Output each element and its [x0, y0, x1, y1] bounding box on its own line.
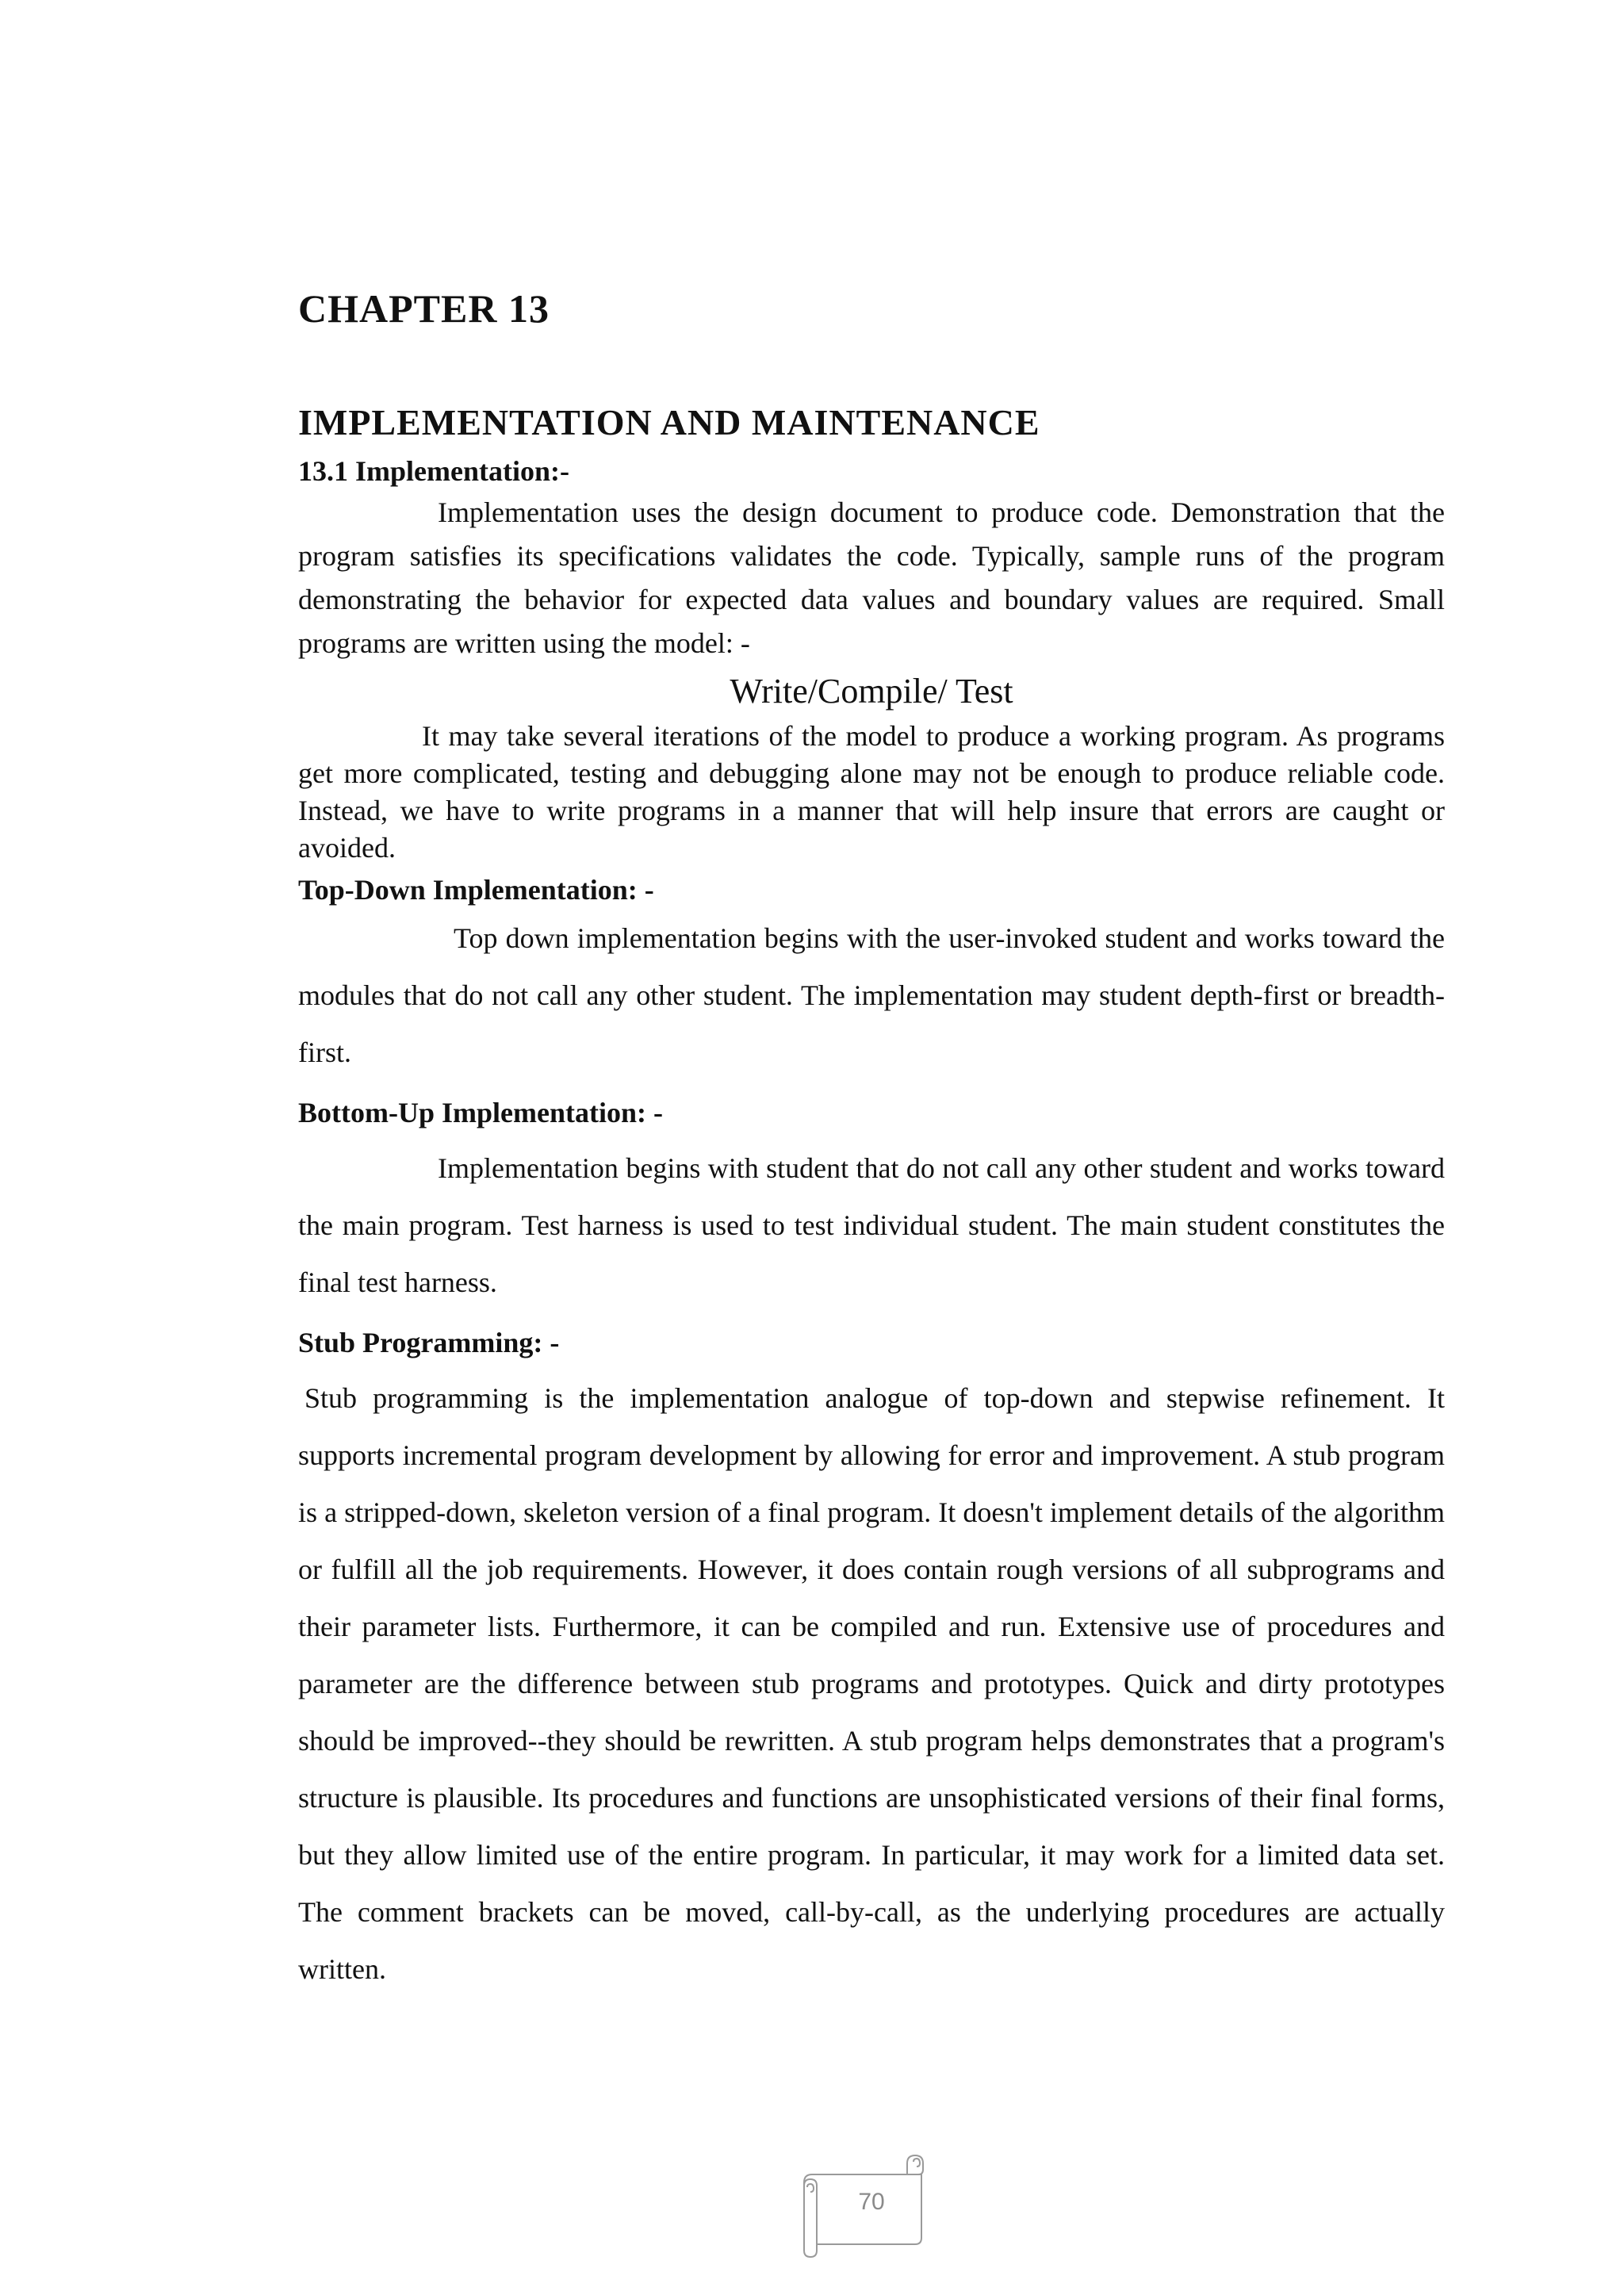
bottom-up-heading: Bottom-Up Implementation: - — [298, 1097, 663, 1128]
implementation-paragraph: Implementation uses the design document to produce code. Demonstration that the program satisfies its specifications validates the code. Typically, sample runs of the program demonstrating the behavior for expected data values and boundary values are required. Small programs are written using the model: - — [298, 496, 1445, 659]
top-down-heading: Top-Down Implementation: - — [298, 874, 654, 906]
top-down-paragraph: Top down implementation begins with the user-invoked student and works toward the modules that do not call any other student. The implementation may student depth-first or breadth-first. — [298, 922, 1445, 1068]
chapter-label: CHAPTER 13 — [298, 286, 550, 331]
page-number-scroll — [788, 2151, 947, 2262]
chapter-title: IMPLEMENTATION AND MAINTENANCE — [298, 402, 1040, 443]
page-content — [298, 285, 1445, 1998]
iterations-paragraph: It may take several iterations of the model to produce a working program. As programs get more complicated, testing and debugging alone may not be enough to produce reliable code. Instead, we have to write programs in a manner that will help insure that errors are caught or avoided. — [298, 720, 1445, 864]
bottom-up-paragraph: Implementation begins with student that do not call any other student and works toward the main program. Test harness is used to test individual student. The main student constitutes the final test harness. — [298, 1152, 1445, 1298]
stub-programming-heading: Stub Programming: - — [298, 1327, 560, 1358]
page-number: 70 — [858, 2189, 885, 2215]
section-heading-implementation: 13.1 Implementation:- — [298, 455, 569, 487]
stub-programming-paragraph: Stub programming is the implementation analogue of top-down and stepwise refinement. It supports incremental program development by allowing for error and improvement. A stub program is a stripped-down, skeleton version of a final program. It doesn't implement details of the algorithm or fulfill all the job requirements. However, it does contain rough versions of all subprograms and their parameter lists. Furthermore, it can be compiled and run. Extensive use of procedures and parameter are the difference between stub programs and prototypes. Quick and dirty prototypes should be improved--they should be rewritten. A stub program helps demonstrates that a program's structure is plausible. Its procedures and functions are unsophisticated versions of their final forms, but they allow limited use of the entire program. In particular, it may work for a limited data set. The comment brackets can be moved, call-by-call, as the underlying procedures are actually written. — [298, 1382, 1445, 1985]
model-line: Write/Compile/ Test — [730, 672, 1013, 711]
